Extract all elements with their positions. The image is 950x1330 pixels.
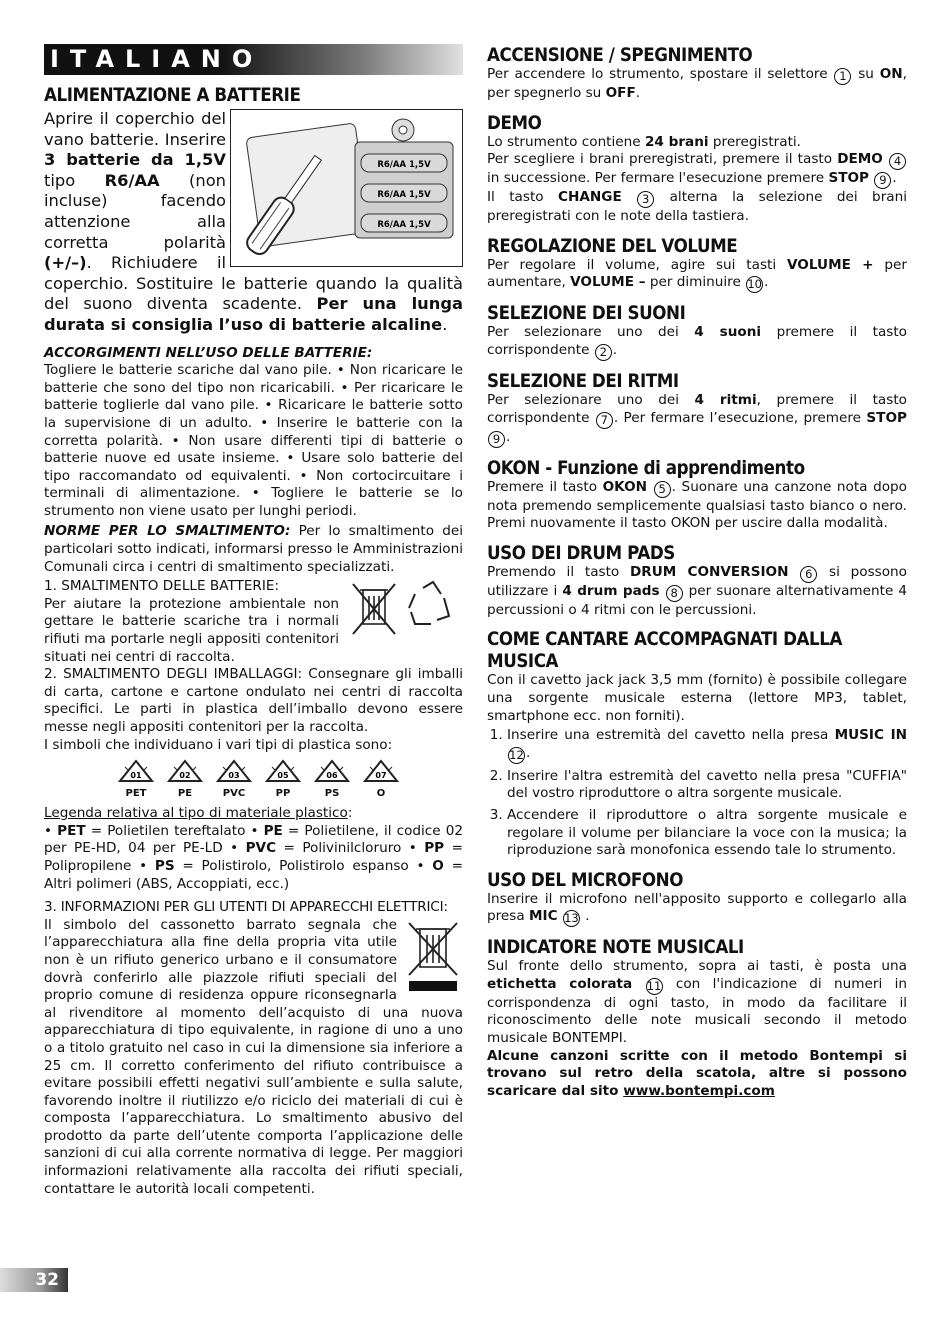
section-title-demo: DEMO xyxy=(487,111,542,134)
section-title-cantare: COME CANTARE ACCOMPAGNATI DALLA MUSICA xyxy=(487,628,842,673)
plastic-symbol-pp xyxy=(264,759,302,799)
smaltimento-imballaggi-text: 2. SMALTIMENTO DEGLI IMBALLAGGI: Consegnare gli imballi di carta, cartone e cartone ondulato nei centri di raccolta specifici. Le parti in plastica dell’imballo devono essere messe negli appositi contenitori per la raccolta. xyxy=(44,666,463,735)
plastic-label: PP xyxy=(275,788,291,800)
note-download-text: Alcune canzoni scritte con il metodo Bontempi si trovano sul retro della scatola, altre si possono scaricare dal sito www.bontempi.com xyxy=(487,1047,907,1099)
battery-compartment-illustration xyxy=(230,109,463,267)
norme-text: NORME PER LO SMALTIMENTO: Per lo smaltimento dei particolari sotto indicati, informarsi presso le Amministrazioni Comunali circa i centri di smaltimento specializzati. xyxy=(44,523,463,575)
svg-text:07: 07 xyxy=(375,771,387,781)
svg-text:06: 06 xyxy=(326,771,338,781)
right-column xyxy=(487,44,907,1100)
note-text: Sul fronte dello strumento, sopra ai tasti, è posta una etichetta colorata 11 con l'indicazione di numeri in corrispondenza di ogni tasto, in modo da facilitare il riconoscimento delle note musicali secondo il metodo musicale BONTEMPI. xyxy=(487,958,907,1047)
battery-label: R6/AA 1,5V xyxy=(377,160,431,170)
okon-text: Premere il tasto OKON 5 . Suonare una canzone nota dopo nota premendo semplicemente qualsiasi tasto bianco o nero. Premi nuovamente il tasto OKON per uscire dalla modalità. xyxy=(487,478,908,532)
list-item: 2. Inserire l'altra estremità del cavetto nella presa "CUFFIA" del vostro riproduttore o altra sorgente musicale. xyxy=(507,768,907,803)
demo-text: Lo strumento contiene 24 brani preregistrati. Per scegliere i brani preregistrati, premere il tasto DEMO 4 in successione. Per fermare l'esecuzione premere STOP 9 . Il tasto CHANGE 3 alterna la selezione dei brani preregistrati con le note della tastiera. xyxy=(487,133,908,225)
plastic-label: PVC xyxy=(222,788,246,800)
website-link[interactable]: www.bontempi.com xyxy=(623,1082,775,1099)
page-number: 32 xyxy=(0,1268,68,1292)
recycle-bin-icon xyxy=(345,578,463,640)
cantare-steps xyxy=(507,727,907,860)
language-banner: ITALIANO xyxy=(44,44,463,75)
list-item: 3. Accendere il riproduttore o altra sorgente musicale e regolare il volume per bilanciare la voce con la musica; la riproduzione sarà monofonica essendo tale lo strumento. xyxy=(507,807,907,860)
accorgimenti-text: Togliere le batterie scariche dal vano pile. • Non ricaricare le batterie che sono del tipo non ricaricabili. • Per ricaricare le batterie toglierle dal vano pile. • Ricaricare le batterie sotto la supervisione di un adulto. • Inserire le batterie con la corretta polarità. • Non usare differenti tipi di batterie o batterie nuove ed usate insieme. • Usare solo batterie del tipo raccomandato od equivalenti. • Non cortocircuitare i terminali di alimentazione. • Togliere le batterie se lo strumento non viene usato per lunghi periodi. xyxy=(44,362,463,519)
section-title-microfono: USO DEL MICROFONO xyxy=(487,868,684,891)
section-title-accensione: ACCENSIONE / SPEGNIMENTO xyxy=(487,44,753,66)
plastic-symbol-o xyxy=(362,759,400,799)
info3-title: 3. INFORMAZIONI PER GLI UTENTI DI APPARECCHI ELETTRICI: xyxy=(44,899,448,916)
plastic-label: PS xyxy=(324,788,340,800)
section-title-okon: OKON - Funzione di apprendimento xyxy=(487,456,805,479)
drum-text: Premendo il tasto DRUM CONVERSION 6 si possono utilizzare i 4 drum pads 8 per suonare alternativamente 4 percussioni o 4 ritmi con le percussioni. xyxy=(487,563,907,618)
svg-text:02: 02 xyxy=(179,771,191,781)
section-title-volume: REGOLAZIONE DEL VOLUME xyxy=(487,234,738,257)
left-column xyxy=(44,44,463,1198)
section-title-alimentazione: ALIMENTAZIONE A BATTERIE xyxy=(44,84,301,106)
svg-text:03: 03 xyxy=(228,771,240,781)
plastic-label: O xyxy=(376,788,386,800)
list-item: 1. Inserire una estremità del cavetto nella presa MUSIC IN 12 . xyxy=(507,727,907,764)
battery-label: R6/AA 1,5V xyxy=(377,190,431,200)
smaltimento-batterie: 1. SMALTIMENTO DELLE BATTERIE: Per aiutare la protezione ambientale non gettare le batterie scariche tra i normali rifiuti ma portarle negli appositi contenitori situati nei centri di raccolta. xyxy=(44,578,463,666)
ritmi-text: Per selezionare uno dei 4 ritmi, premere il tasto corrispondente 7 . Per fermare l’esecuzione, premere STOP 9 . xyxy=(487,391,907,446)
plastic-symbol-pe xyxy=(166,759,204,799)
plastic-symbols xyxy=(117,759,463,799)
info3-text: Il simbolo del cassonetto barrato segnala che l’apparecchiatura alla fine della propria vita utile non è un rifiuto generico urbano e il consumatore dovrà conferirlo alle piazzole rifiuti speciali del proprio comune di residenza oppure riconsegnarla al rivenditore al momento dell’acquisto di una nuova apparecchiatura di tipo equivalente, in ragione di uno a uno o a titolo gratuito nel caso in cui la dimensione sia inferiore a 25 cm. Il corretto conferimento del rifiuto contribuisce a evitare possibili effetti negativi sull’ambiente e sulla salute, favorendo inoltre il riutilizzo e/o riciclo dei materiali di cui è composta l’apparecchiatura. Lo smaltimento abusivo del prodotto da parte dell’utente comporta l’applicazione delle sanzioni di cui alla corrente normativa di legge. Per maggiori informazioni relativamente alla raccolta dei rifiuti speciali, contattare le autorità locali competenti. xyxy=(44,916,463,1197)
accorgimenti-title: ACCORGIMENTI NELL’USO DELLE BATTERIE: xyxy=(44,344,373,361)
plastic-symbol-pet xyxy=(117,759,155,799)
battery-label: R6/AA 1,5V xyxy=(377,220,431,230)
accensione-text: Per accendere lo strumento, spostare il selettore 1 su ON, per spegnerlo su OFF. xyxy=(487,66,907,101)
alimentazione-text: R6/AA 1,5V R6/AA 1,5V R6/AA 1,5V Aprire il coperchio del vano batterie. Inserire 3 batterie da 1,5V tipo R6/AA (non incluse) facendo attenzione alla corretta polarità (+/–). Richiudere il coperchio. Sostituire le batterie quando la qualità del suono diventa scadente. Per una lunga durata si consiglia l’uso di batterie alcaline. xyxy=(44,109,463,334)
cantare-text: Con il cavetto jack jack 3,5 mm (fornito) è possibile collegare una sorgente musicale esterna (lettore MP3, tablet, smartphone ecc. non forniti). xyxy=(487,672,907,724)
svg-text:01: 01 xyxy=(130,771,142,781)
section-title-suoni: SELEZIONE DEI SUONI xyxy=(487,302,686,325)
plastic-label: PET xyxy=(125,788,147,800)
legenda: Legenda relativa al tipo di materiale plastico: • PET = Polietilen tereftalato • PE = Polietilene, il codice 02 per PE-HD, 04 per PE-LD • PVC = Polivinilcloruro • PP = Polipropilene • PS = Polistirolo, Polistirolo espanso • O = Altri polimeri (ABS, Accoppiati, ecc.) xyxy=(44,805,464,892)
microfono-text: Inserire il microfono nell'apposito supporto e collegarlo alla presa MIC 13 . xyxy=(487,890,907,926)
plastic-label: PE xyxy=(177,788,193,800)
section-title-note: INDICATORE NOTE MUSICALI xyxy=(487,936,744,959)
section-title-ritmi: SELEZIONE DEI RITMI xyxy=(487,369,679,392)
plastic-symbol-pvc xyxy=(215,759,253,799)
plastic-symbol-ps xyxy=(313,759,351,799)
section-title-drum: USO DEI DRUM PADS xyxy=(487,541,675,564)
simboli-text: I simboli che individuano i vari tipi di plastica sono: xyxy=(44,736,393,753)
suoni-text: Per selezionare uno dei 4 suoni premere il tasto corrispondente 2 . xyxy=(487,324,907,359)
crossed-bin-icon xyxy=(405,919,461,993)
volume-text: Per regolare il volume, agire sui tasti VOLUME + per aumentare, VOLUME – per diminuire 10 . xyxy=(487,256,907,292)
svg-text:05: 05 xyxy=(277,771,289,781)
